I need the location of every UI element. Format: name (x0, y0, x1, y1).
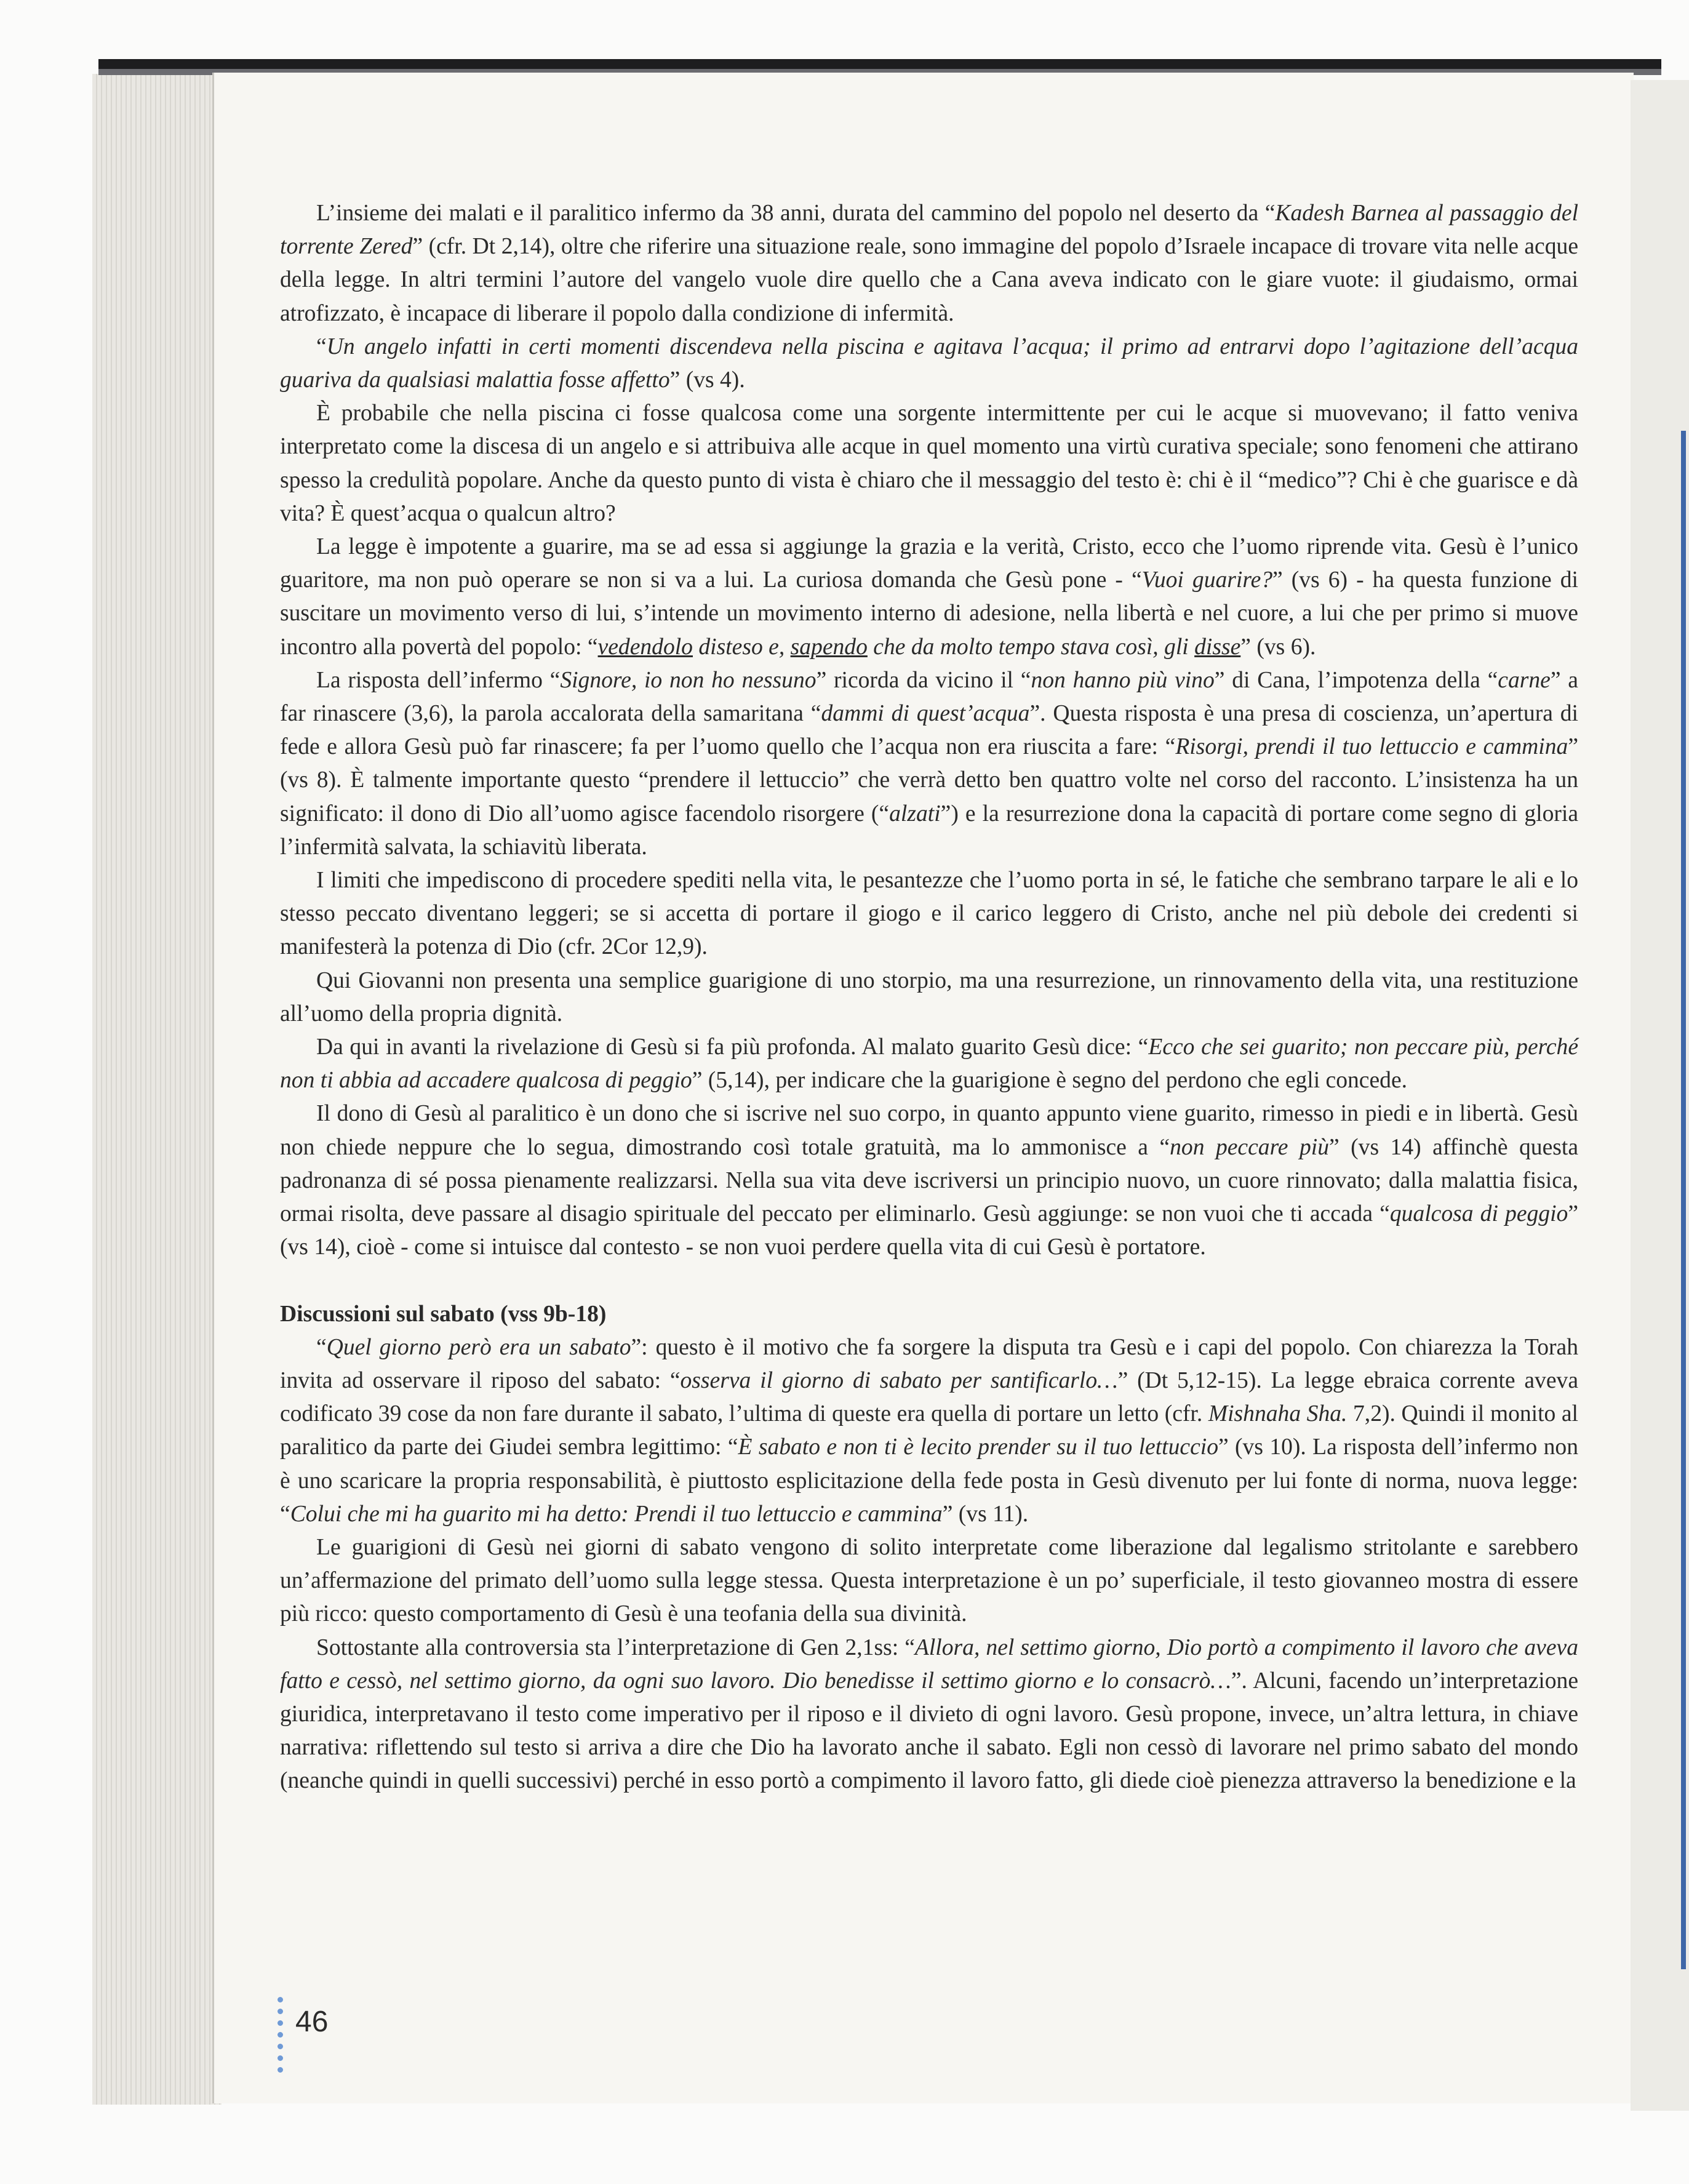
page-gutter (212, 73, 214, 2103)
paragraph-10: “Quel giorno però era un sabato”: questo è il motivo che fa sorgere la disputa tra Gesù e i capi del popolo. Con chiarezza la Torah invita ad osservare il riposo del sabato: “osserva il giorno di sabato per santificarlo…” (Dt 5,12-15). La legge ebraica corrente aveva codificato 39 cose da non fare durante il sabato, l’ultima di queste era quella di portare un letto (cfr. Mishnaha Sha. 7,2). Quindi il monito al paralitico da parte dei Giudei sembra legittimo: “È sabato e non ti è lecito prender su il tuo lettuccio” (vs 10). La risposta dell’infermo non è uno scaricare la propria responsabilità, è piuttosto esplicitazione della fede posta in Gesù divenuto per lui fonte di norma, nuova legge: “Colui che mi ha guarito mi ha detto: Prendi il tuo lettuccio e cammina” (vs 11). (280, 1334, 1578, 1527)
paragraph-9: Il dono di Gesù al paralitico è un dono che si iscrive nel suo corpo, in quanto appunto viene guarito, rimesso in piedi e in libertà. Gesù non chiede neppure che lo segua, dimostrando così totale gratuità, ma lo ammonisce a “non peccare più” (vs 14) affinchè questa padronanza di sé possa pienamente realizzarsi. Nella sua vita deve iscriversi un principio nuovo, un cuore rinnovato; dalla malattia fisica, ormai risolta, deve passare al disagio spirituale del peccato per eliminarlo. Gesù aggiunge: se non vuoi che ti accada “qualcosa di peggio” (vs 14), cioè - come si intuisce dal contesto - se non vuoi perdere quella vita di cui Gesù è portatore. (280, 1101, 1579, 1260)
paragraph-4: La legge è impotente a guarire, ma se ad essa si aggiunge la grazia e la verità, Cristo, ecco che l’uomo riprende vita. Gesù è l’unico guaritore, ma non può operare se non si va a lui. La curiosa domanda che Gesù pone - “Vuoi guarire?” (vs 6) - ha questa funzione di suscitare un movimento verso di lui, s’intende un movimento interno di adesione, nella libertà e nel cuore, a lui che per primo si muove incontro alla povertà del popolo: “vedendolo disteso e, sapendo che da molto tempo stava così, gli disse” (vs 6). (280, 534, 1578, 660)
paragraph-8: Da qui in avanti la rivelazione di Gesù si fa più profonda. Al malato guarito Gesù dice: “Ecco che sei guarito; non peccare più, perché non ti abbia ad accadere qualcosa di peggio” (5,14), per indicare che la guarigione è segno del perdono che egli concede. (280, 1034, 1579, 1094)
paragraph-3: È probabile che nella piscina ci fosse qualcosa come una sorgente intermittente per cui le acque si muovevano; il fatto veniva interpretato come la discesa di un angelo e si attribuiva alle acque in quel momento una virtù curativa speciale; sono fenomeni che attirano spesso la credulità popolare. Anche da questo punto di vista è chiaro che il messaggio del testo è: chi è il “medico”? Chi è che guarisce e dà vita? È quest’acqua o qualcun altro? (280, 401, 1578, 526)
page-number-dots-decoration (278, 1997, 284, 2079)
page-number: 46 (295, 2006, 329, 2038)
paragraph-6: I limiti che impediscono di procedere spediti nella vita, le pesantezze che l’uomo porta in sé, le fatiche che sembrano tarpare le ali e lo stesso peccato diventano leggeri; se si accetta di portare il giogo e il carico leggero di Cristo, anche nel più debole dei credenti si manifesterà la potenza di Dio (cfr. 2Cor 12,9). (280, 868, 1578, 960)
paragraph-7: Qui Giovanni non presenta una semplice guarigione di uno storpio, ma una resurrezione, un rinnovamento della vita, una restituzione all’uomo della propria dignità. (280, 967, 1578, 1026)
section-heading: Discussioni sul sabato (vss 9b-18) (280, 1301, 607, 1327)
paragraph-12: Sottostante alla controversia sta l’interpretazione di Gen 2,1ss: “Allora, nel settimo giorno, Dio portò a compimento il lavoro che aveva fatto e cessò, nel settimo giorno, da ogni suo lavoro. Dio benedisse il settimo giorno e lo consacrò…”. Alcuni, facendo un’interpretazione giuridica, interpretavano il testo come imperativo per il riposo e il divieto di ogni lavoro. Gesù propone, invece, un’altra lettura, in chiave narrativa: riflettendo sul testo si arriva a dire che Dio ha lavorato anche il sabato. Egli non cessò di lavorare nel primo sabato del mondo (neanche quindi in quelli successivi) perché in esso portò a compimento il lavoro fatto, gli diede cioè pienezza attraverso la benedizione e la (280, 1634, 1579, 1794)
paragraph-1: L’insieme dei malati e il paralitico infermo da 38 anni, durata del cammino del popolo nel deserto da “Kadesh Barnea al passaggio del torrente Zered” (cfr. Dt 2,14), oltre che riferire una situazione reale, sono immagine del popolo d’Israele incapace di trovare vita nelle acque della legge. In altri termini l’autore del vangelo vuole dire quello che a Cana aveva indicato con le giare vuote: il giudaismo, ormai atrofizzato, è incapace di liberare il popolo dalla condizione di infermità. (280, 201, 1579, 326)
facing-page-edge (1631, 80, 1689, 2111)
page-stack-edge (92, 74, 222, 2105)
article-body (280, 197, 1578, 1798)
facing-page-rule (1681, 431, 1686, 1969)
book-top-edge (98, 59, 1661, 69)
paragraph-2: “Un angelo infatti in certi momenti discendeva nella piscina e agitava l’acqua; il primo ad entrarvi dopo l’agitazione dell’acqua guariva da qualsiasi malattia fosse affetto” (vs 4). (280, 334, 1578, 393)
paragraph-5: La risposta dell’infermo “Signore, io non ho nessuno” ricorda da vicino il “non hanno più vino” di Cana, l’impotenza della “carne” a far rinascere (3,6), la parola accalorata della samaritana “dammi di quest’acqua”. Questa risposta è una presa di coscienza, un’apertura di fede e allora Gesù può far rinascere; fa per l’uomo quello che l’acqua non era riuscita a fare: “Risorgi, prendi il tuo lettuccio e cammina” (vs 8). È talmente importante questo “prendere il lettuccio” che verrà detto ben quattro volte nel corso del racconto. L’insistenza ha un significato: il dono di Dio all’uomo agisce facendolo risorgere (“alzati”) e la resurrezione dona la capacità di portare come segno di gloria l’infermità salvata, la schiavitù liberata. (280, 667, 1578, 860)
paragraph-11: Le guarigioni di Gesù nei giorni di sabato vengono di solito interpretate come liberazione dal legalismo stritolante e sarebbero un’affermazione del primato dell’uomo sulla legge stessa. Questa interpretazione è un po’ superficiale, il testo giovanneo mostra di essere più ricco: questo comportamento di Gesù è una teofania della sua divinità. (280, 1534, 1578, 1627)
